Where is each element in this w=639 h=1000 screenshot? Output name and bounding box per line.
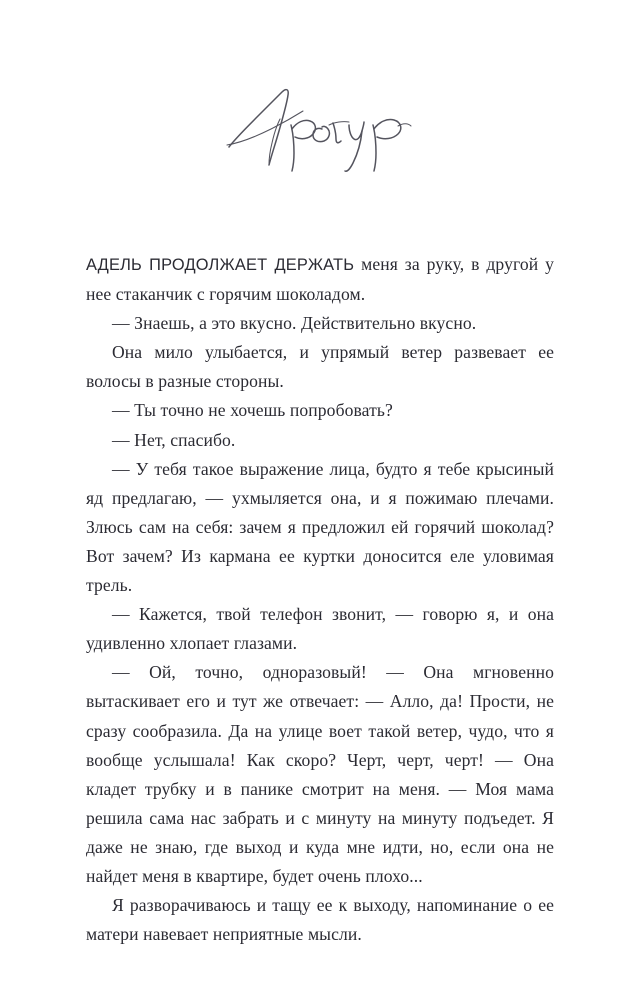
paragraph-dialogue: — Нет, спасибо. (112, 429, 236, 450)
paragraph-dialogue: — У тебя такое выражение лица, будто я тебе крысиный яд предлагаю, — ухмыляется она, и я пожимаю плечами. Злюсь сам на себя: зачем я предложил ей горячий шоколад? Вот зачем? Из кармана ее куртки доносится еле уловимая трель. (86, 458, 554, 596)
paragraph-narration: Она мило улыбается, и упрямый ветер развевает ее волосы в разные стороны. (86, 342, 554, 392)
body-text-block (86, 250, 554, 949)
paragraph-narration: Я разворачиваюсь и тащу ее к выходу, напоминание о ее матери навевает неприятные мысли. (86, 895, 554, 945)
paragraph-text: меня за руку, в другой у нее стаканчик с горячим шоколадом. (86, 254, 554, 305)
paragraph-dialogue: — Знаешь, а это вкусно. Действительно вкусно. (112, 313, 477, 334)
chapter-heading (0, 72, 639, 182)
paragraph-dialogue: — Ты точно не хочешь попробовать? (112, 400, 393, 421)
paragraph-opening (86, 250, 554, 309)
signature-script-icon (225, 81, 415, 173)
lead-in-smallcaps: АДЕЛЬ ПРОДОЛЖАЕТ ДЕРЖАТЬ (86, 256, 355, 274)
paragraph-dialogue: — Ой, точно, одноразовый! — Она мгновенно вытаскивает его и тут же отвечает: — Алло, да! Прости, не сразу сообразила. Да на улице воет такой ветер, чудо, что я вообще услышала! Как скоро? Черт, черт, черт! — Она кладет трубку и в панике смотрит на меня. — Моя мама решила сама нас забрать и с минуту на минуту подъедет. Я даже не знаю, где выход и куда мне идти, но, если она не найдет меня в квартире, будет очень плохо... (86, 662, 554, 886)
paragraph-dialogue: — Кажется, твой телефон звонит, — говорю я, и она удивленно хлопает глазами. (86, 604, 554, 654)
